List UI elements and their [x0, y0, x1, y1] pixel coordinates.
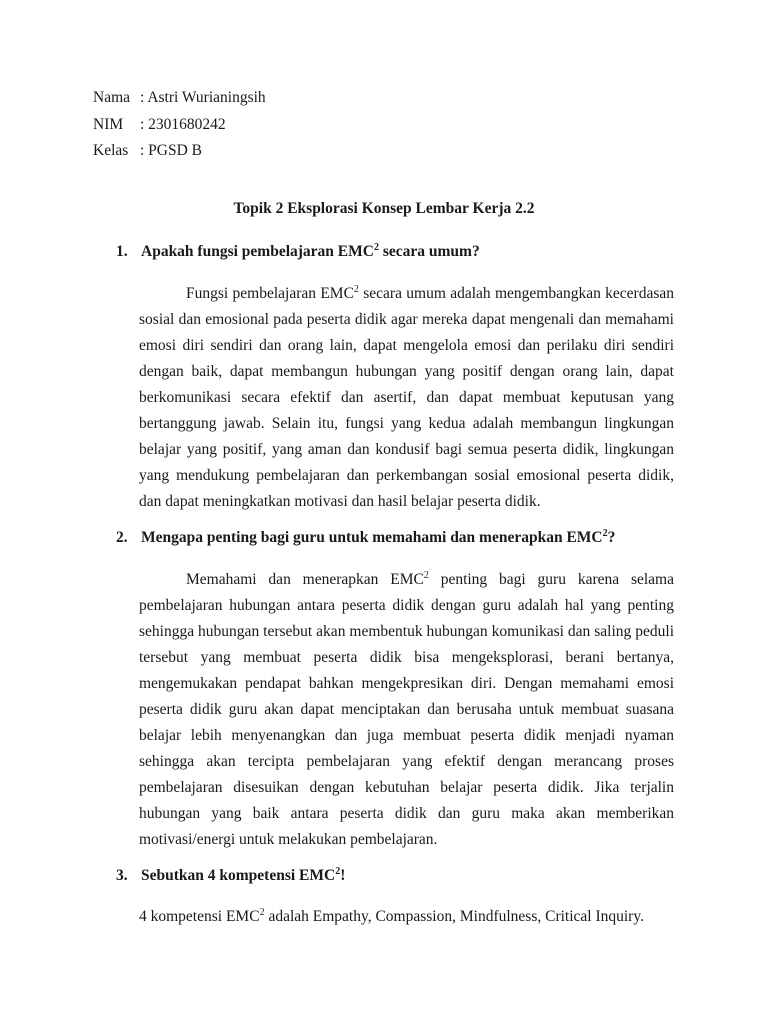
question-1-text: Apakah fungsi pembelajaran EMC — [141, 243, 374, 260]
question-3-number: 3. — [116, 867, 128, 884]
superscript: 2 — [259, 907, 265, 918]
question-1 — [116, 242, 480, 262]
question-3-text-end: ! — [340, 867, 346, 884]
answer-2-body: penting bagi guru karena selama pembelajaran hubungan antara peserta didik dengan guru adalah hal yang penting sehingga hubungan tersebut akan membentuk hubungan komunikasi dan saling peduli tersebut yang membuat peserta didik bisa mengeksplorasi, berani bertanya, mengemukakan pendapat bahkan mengekpresikan diri. Dengan memahami emosi peserta didik guru akan dapat menciptakan dan berusaha untuk membuat suasana belajar lebih menyenangkan dan juga membuat peserta didik menjadi nyaman sehingga akan tercipta pembelajaran yang efektif dengan merancang proses pembelajaran disesuikan dengan kebutuhan belajar peserta didik. Jika terjalin hubungan yang baik antara peserta didik dan guru maka akan memberikan motivasi/energi untuk melakukan pembelajaran. — [139, 571, 674, 848]
answer-1-body: secara umum adalah mengembangkan kecerdasan sosial dan emosional pada peserta didik agar mereka dapat mengenali dan memahami emosi diri sendiri dan orang lain, dapat mengelola emosi dan perilaku diri sendiri dengan baik, dapat membangun hubungan yang positif dengan orang lain, dapat berkomunikasi secara efektif dan asertif, dan dapat membuat keputusan yang bertanggung jawab. Selain itu, fungsi yang kedua adalah membangun lingkungan belajar yang positif, yang aman dan kondusif bagi semua peserta didik, lingkungan yang mendukung pembelajaran dan perkembangan sosial emosional peserta didik, dan dapat meningkatkan motivasi dan hasil belajar peserta didik. — [139, 285, 675, 510]
info-nama — [93, 88, 266, 108]
superscript: 2 — [335, 866, 341, 877]
question-2-number: 2. — [116, 529, 128, 546]
superscript: 2 — [602, 528, 608, 539]
nama-value: : Astri Wurianingsih — [140, 89, 266, 106]
question-2-text: Mengapa penting bagi guru untuk memahami dan menerapkan EMC — [141, 529, 603, 546]
kelas-label: Kelas — [93, 142, 129, 159]
superscript: 2 — [423, 570, 429, 581]
question-2-text-end: ? — [607, 529, 616, 546]
nama-label: Nama — [93, 89, 131, 106]
answer-1-start: Fungsi pembelajaran EMC — [186, 285, 354, 302]
answer-1 — [139, 281, 674, 515]
nim-label: NIM — [93, 116, 124, 133]
answer-3-start: 4 kompetensi EMC — [139, 908, 260, 925]
superscript: 2 — [373, 242, 379, 253]
kelas-value: : PGSD B — [140, 142, 203, 159]
info-kelas — [93, 141, 202, 161]
info-nim — [93, 115, 226, 135]
question-2 — [116, 528, 615, 548]
answer-3 — [139, 904, 674, 930]
question-3-text: Sebutkan 4 kompetensi EMC — [141, 867, 336, 884]
question-1-text-end: secara umum? — [378, 243, 480, 260]
nim-value: : 2301680242 — [140, 116, 226, 133]
question-1-number: 1. — [116, 243, 128, 260]
document-title: Topik 2 Eksplorasi Konsep Lembar Kerja 2.2 — [233, 200, 535, 217]
superscript: 2 — [353, 284, 359, 295]
question-3 — [116, 866, 345, 886]
answer-2-start: Memahami dan menerapkan EMC — [186, 571, 424, 588]
answer-3-body: adalah Empathy, Compassion, Mindfulness, Critical Inquiry. — [264, 908, 644, 925]
answer-2 — [139, 567, 674, 853]
